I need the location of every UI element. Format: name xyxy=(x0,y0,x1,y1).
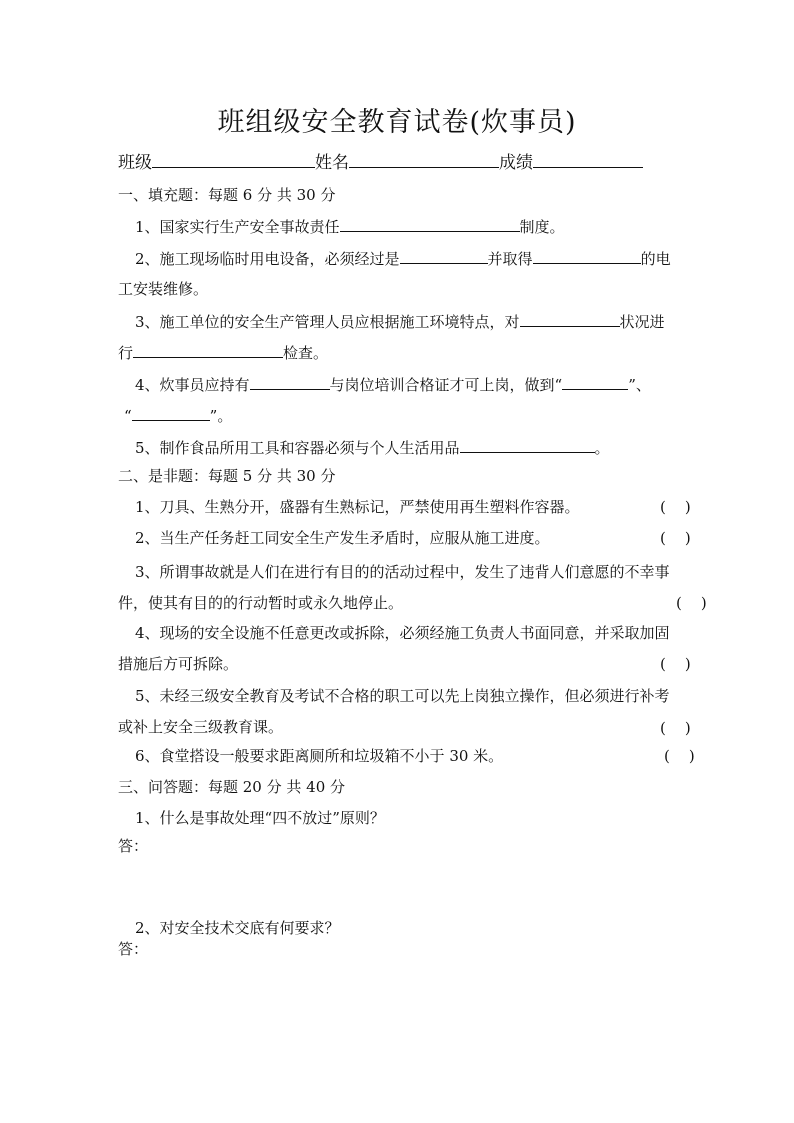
answer-parentheses[interactable]: ( ) xyxy=(676,594,707,612)
tf-question-5: 5、未经三级安全教育及考试不合格的职工可以先上岗独立操作，但必须进行补考 xyxy=(135,687,670,705)
tf-question-3: 3、所谓事故就是人们在进行有目的的活动过程中，发生了违背人们意愿的不幸事 xyxy=(135,563,670,581)
name-blank[interactable] xyxy=(349,150,499,168)
answer-blank[interactable] xyxy=(533,248,641,264)
answer-blank[interactable] xyxy=(133,342,283,358)
tf-question-2: 2、当生产任务赶工同安全生产发生矛盾时，应服从施工进度。 xyxy=(135,529,550,547)
answer-label: 答： xyxy=(118,837,149,855)
answer-blank[interactable] xyxy=(340,216,520,232)
class-blank[interactable] xyxy=(152,150,315,168)
essay-question-2: 2、对安全技术交底有何要求？ xyxy=(135,919,340,937)
answer-blank[interactable] xyxy=(520,311,620,327)
answer-parentheses[interactable]: ( ) xyxy=(660,655,691,673)
fill-question-3-cont: 行 检查。 xyxy=(118,344,329,362)
answer-parentheses[interactable]: ( ) xyxy=(660,719,691,737)
answer-blank[interactable] xyxy=(460,437,595,453)
name-label: 姓名 xyxy=(315,153,349,173)
tf-question-1: 1、刀具、生熟分开，盛器有生熟标记，严禁使用再生塑料作容器。 xyxy=(135,498,580,516)
tf-question-4-cont: 措施后方可拆除。 xyxy=(118,655,239,673)
essay-question-1: 1、什么是事故处理“四不放过”原则？ xyxy=(135,809,385,827)
fill-question-2-cont: 工安装维修。 xyxy=(118,280,209,298)
section3-heading: 三、问答题：每题 20 分 共 40 分 xyxy=(118,778,346,796)
fill-question-4-cont: “ ”。 xyxy=(124,407,233,425)
class-label: 班级 xyxy=(118,153,152,173)
header-fields xyxy=(118,150,643,174)
page-title: 班组级安全教育试卷(炊事员) xyxy=(217,107,577,138)
answer-blank[interactable] xyxy=(562,374,628,390)
answer-blank[interactable] xyxy=(132,405,210,421)
answer-label: 答： xyxy=(118,940,149,958)
tf-question-5-cont: 或补上安全三级教育课。 xyxy=(118,718,284,736)
fill-question-1: 1、国家实行生产安全事故责任 制度。 xyxy=(135,218,565,236)
score-label: 成绩 xyxy=(499,153,533,173)
tf-question-4: 4、现场的安全设施不任意更改或拆除，必须经施工负责人书面同意，并采取加固 xyxy=(135,624,670,642)
answer-parentheses[interactable]: ( ) xyxy=(660,498,691,516)
section1-heading: 一、填充题：每题 6 分 共 30 分 xyxy=(118,186,336,204)
fill-question-4: 4、炊事员应持有 与岗位培训合格证才可上岗，做到“ ”、 xyxy=(135,376,651,394)
tf-question-6: 6、食堂搭设一般要求距离厕所和垃圾箱不小于 30 米。 xyxy=(135,747,504,765)
tf-question-3-cont: 件，使其有目的的行动暂时或永久地停止。 xyxy=(118,594,404,612)
answer-blank[interactable] xyxy=(400,248,488,264)
fill-question-3: 3、施工单位的安全生产管理人员应根据施工环境特点，对 状况进 xyxy=(135,313,665,331)
fill-question-2: 2、施工现场临时用电设备，必须经过是 并取得 的电 xyxy=(135,250,671,268)
answer-blank[interactable] xyxy=(250,374,330,390)
section2-heading: 二、是非题：每题 5 分 共 30 分 xyxy=(118,467,336,485)
answer-parentheses[interactable]: ( ) xyxy=(660,529,691,547)
score-blank[interactable] xyxy=(533,150,643,168)
fill-question-5: 5、制作食品所用工具和容器必须与个人生活用品 。 xyxy=(135,439,610,457)
answer-parentheses[interactable]: ( ) xyxy=(664,747,695,765)
